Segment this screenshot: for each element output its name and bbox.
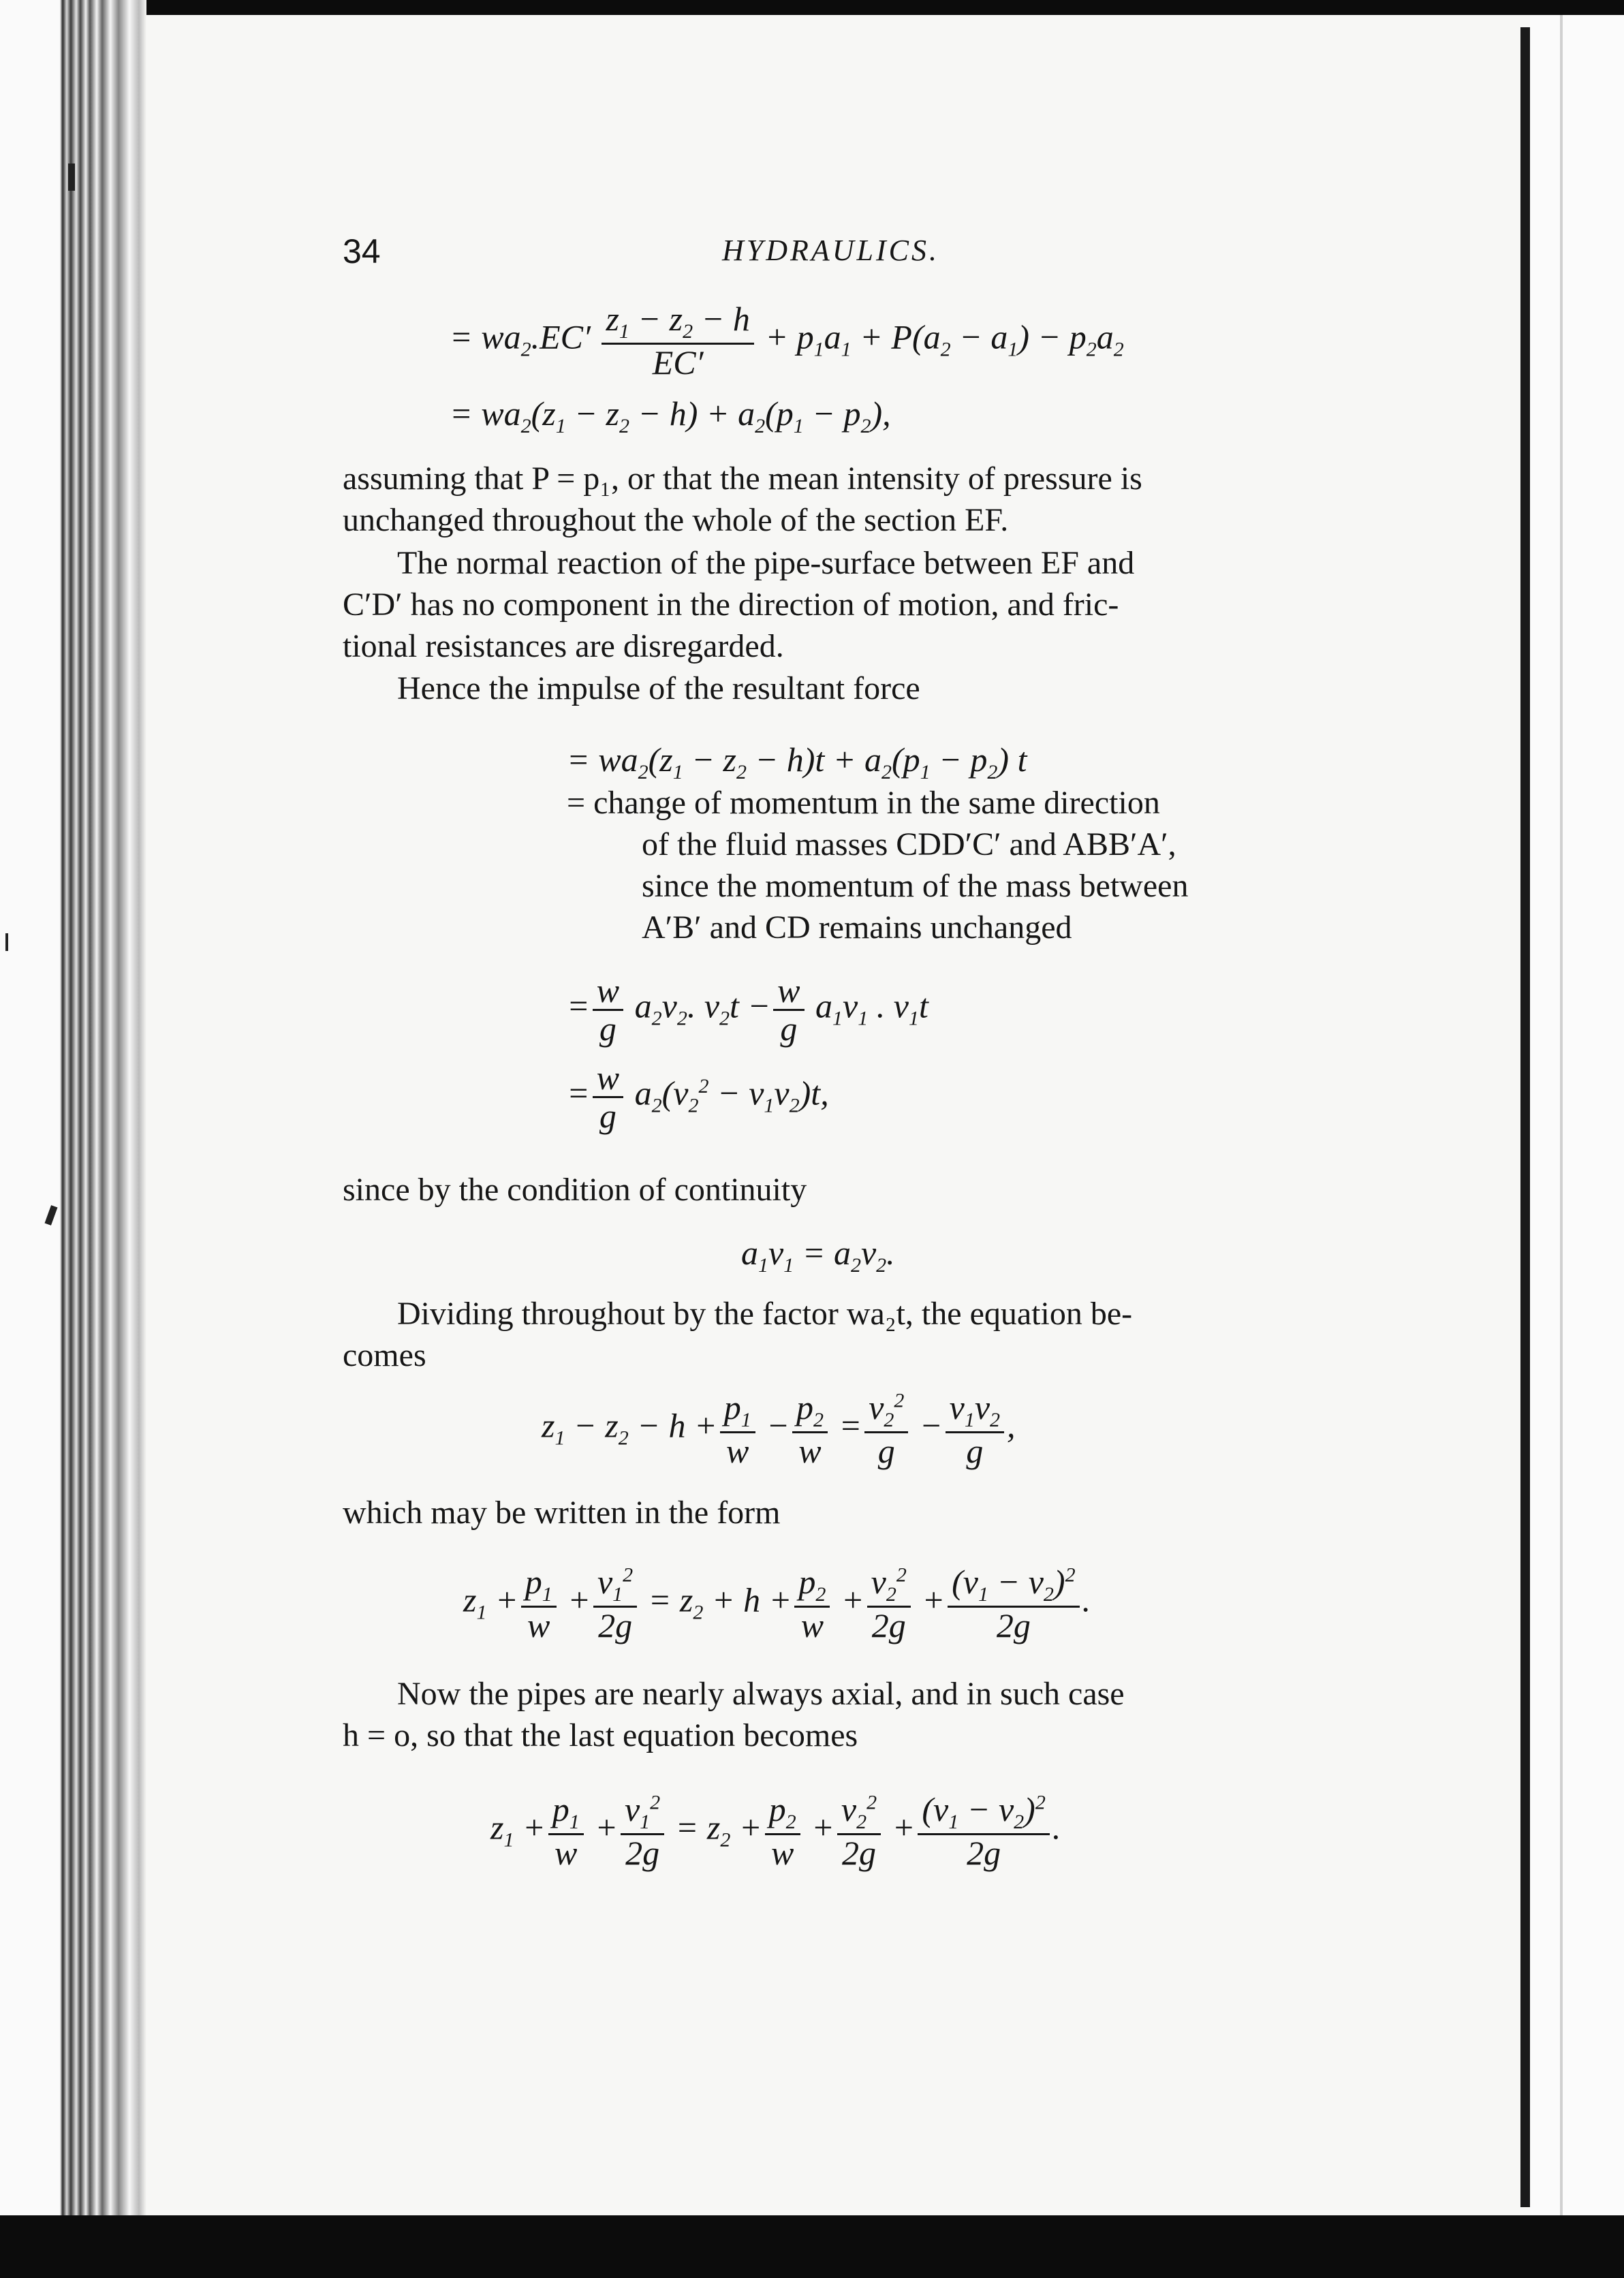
text-line: Hence the impulse of the resultant force: [397, 670, 920, 706]
scan-border-bottom: [0, 2215, 1624, 2278]
paragraph-axial: [343, 1673, 1324, 1756]
equation-6: $a_1v_1 = a_2v_2$.: [741, 1234, 895, 1277]
paragraph-form: [343, 1492, 1324, 1533]
equation-4: = $\frac{w}{g}$ $a_2v_2$. $v_2t$ − $\frac{w}{g}$ $a_1v_1$ . $v_1t$: [567, 971, 928, 1048]
running-head: HYDRAULICS.: [722, 234, 940, 267]
text-line: unchanged throughout the whole of the section EF.: [343, 502, 1009, 538]
facing-page-strip: [1530, 15, 1624, 2215]
page-edge-shadow: [1520, 27, 1530, 2207]
paragraph-assumption: [343, 458, 1324, 541]
paragraph-normal-reaction: [343, 542, 1324, 667]
scan-speck: [5, 933, 8, 951]
equation-9: $z_1$ + $\frac{p_1}{w}$ + $\frac{v_1^2}{2g}$ = $z_2$ + $\frac{p_2}{w}$ + $\frac{v_2^2}{2g}$ + $\frac{(v_1 - v_2)^2}{2g}$ .: [490, 1790, 1061, 1872]
equation-7: $z_1 - z_2 - h$ + $\frac{p_1}{w}$ − $\frac{p_2}{w}$ = $\frac{v_2^2}{g}$ − $\frac{v_1v_2}{g}$ ,: [542, 1388, 1016, 1470]
text-line: comes: [343, 1337, 426, 1373]
paragraph-dividing: [343, 1293, 1324, 1376]
paragraph-continuity: [343, 1169, 1324, 1211]
paragraph-impulse: [343, 668, 1324, 709]
equation-8: $z_1$ + $\frac{p_1}{w}$ + $\frac{v_1^2}{2g}$ = $z_2 + h$ + $\frac{p_2}{w}$ + $\frac{v_2^2}{2g}$ + $\frac{(v_1 - v_2)^2}{2g}$ .: [463, 1563, 1091, 1644]
equation-3: = $wa_2(z_1 - z_2 - h)t + a_2(p_1 - p_2)$ t: [567, 740, 1027, 783]
equation-2: = $wa_2(z_1 - z_2 - h) + a_2(p_1 - p_2)$,: [450, 394, 891, 437]
scan-border-top: [0, 0, 1624, 15]
text-line: Dividing throughout by the factor wa₂t, the equation be-: [397, 1296, 1133, 1332]
text-line: A′B′ and CD remains unchanged: [642, 909, 1072, 946]
facing-page-edge: [1560, 15, 1563, 2215]
text-line: = change of momentum in the same direction: [567, 785, 1160, 821]
scan-speck: [68, 163, 75, 191]
text-line: Now the pipes are nearly always axial, and in such case: [397, 1676, 1125, 1712]
page-number: 34: [343, 232, 381, 270]
equation-1: = $wa_2.EC'$ $\frac{z_1 - z_2 - h}{EC'}$ + $p_1a_1 + P(a_2 - a_1) - p_2a_2$: [450, 300, 1124, 381]
text-line: which may be written in the form: [343, 1495, 781, 1531]
text-line: tional resistances are disregarded.: [343, 628, 784, 664]
book-binding-edge: [0, 0, 146, 2278]
text-line: h = o, so that the last equation becomes: [343, 1717, 858, 1753]
text-line: since by the condition of continuity: [343, 1172, 807, 1208]
equation-5: = $\frac{w}{g}$ $a_2(v_2^2 - v_1v_2)t$,: [567, 1059, 829, 1135]
text-line: assuming that P = p₁, or that the mean intensity of pressure is: [343, 461, 1142, 497]
momentum-statement: [567, 782, 1316, 948]
text-line: since the momentum of the mass between: [642, 868, 1189, 904]
text-line: The normal reaction of the pipe-surface between EF and: [397, 545, 1135, 581]
text-line: C′D′ has no component in the direction of motion, and fric-: [343, 587, 1119, 623]
text-line: of the fluid masses CDD′C′ and ABB′A′,: [642, 826, 1176, 862]
